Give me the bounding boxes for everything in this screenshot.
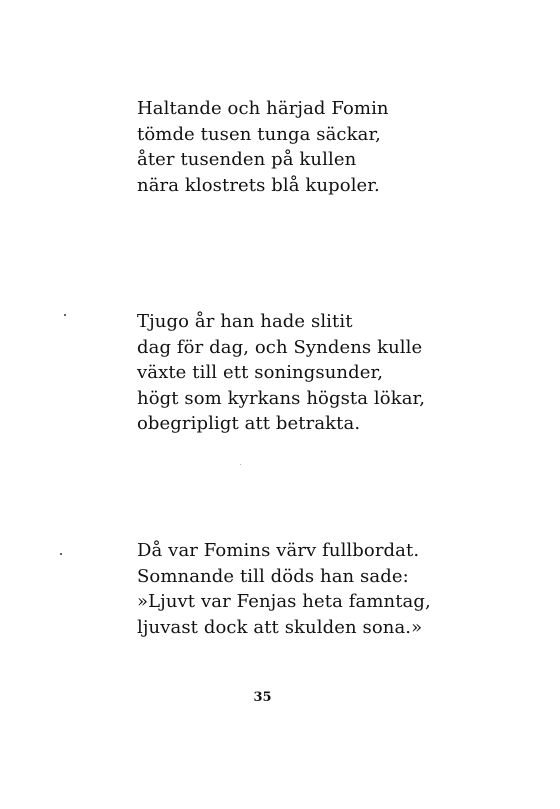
poem-line: Somnande till döds han sade:	[137, 565, 409, 587]
poem-line: åter tusenden på kullen	[137, 149, 357, 170]
page-number: 35	[253, 690, 272, 705]
poem-line: växte till ett soningsunder,	[137, 362, 384, 383]
poem-line: ljuvast dock att skulden sona.»	[137, 616, 423, 638]
poem-line: Då var Fomins värv fullbordat.	[137, 540, 420, 561]
poem-line: Tjugo år han hade slitit	[137, 311, 353, 332]
print-speck	[60, 553, 62, 555]
poem-line: dag för dag, och Syndens kulle	[137, 336, 423, 358]
poem-line: tömde tusen tunga säckar,	[137, 123, 381, 145]
print-speck	[240, 464, 241, 465]
poem-line: nära klostrets blå kupoler.	[137, 174, 380, 196]
poem-line: »Ljuvt var Fenjas heta famntag,	[137, 591, 431, 612]
print-speck	[64, 314, 66, 316]
poem-line: Haltande och härjad Fomin	[137, 98, 389, 119]
poem-line: högt som kyrkans högsta lökar,	[137, 387, 426, 409]
stanza-3	[137, 538, 437, 640]
stanza-1	[137, 96, 437, 198]
poem-line: obegripligt att betrakta.	[137, 413, 361, 434]
stanza-2	[137, 309, 437, 437]
